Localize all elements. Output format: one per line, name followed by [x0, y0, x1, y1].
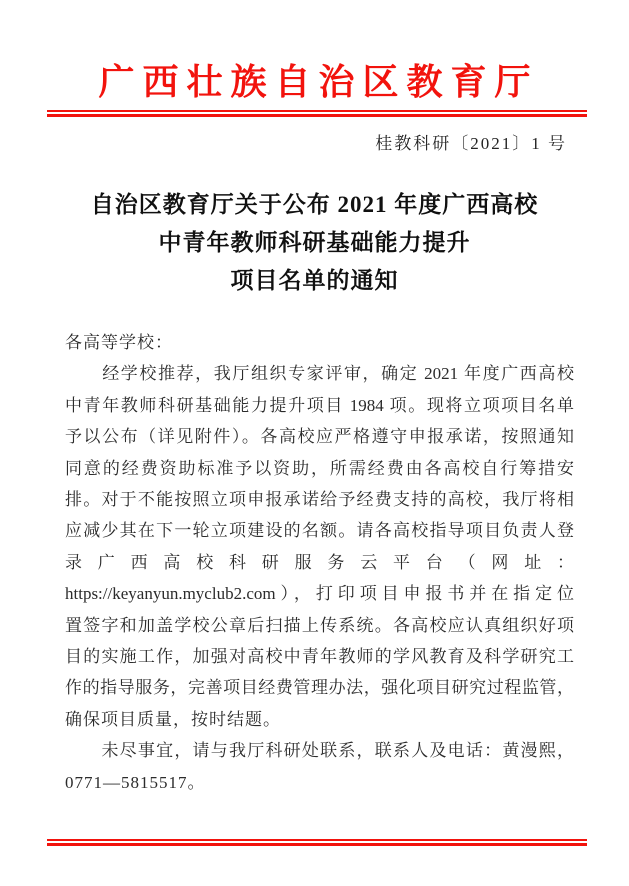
document-body: [65, 327, 574, 798]
body-text-line: 置签字和加盖学校公章后扫描上传系统。各高校应认真组织好项: [65, 615, 574, 635]
body-text-line: 经学校推荐，我厅组织专家评审，确定 2021 年度广西高校: [65, 364, 574, 384]
body-text-line: 目的实施工作，加强对高校中青年教师的学风教育及科学研究工: [65, 647, 574, 667]
body-text-line: 各高等学校：: [65, 333, 173, 352]
body-text-line: 作的指导服务，完善项目经费管理办法，强化项目研究过程监管，: [65, 678, 574, 698]
body-text-line: 予以公布（详见附件）。各高校应严格遵守申报承诺，按照通知: [65, 427, 574, 447]
title-line-2: 中青年教师科研基础能力提升: [158, 230, 471, 255]
title-line-1: 自治区教育厅关于公布 2021 年度广西高校: [90, 192, 539, 217]
header-divider-line: [47, 110, 587, 117]
body-text-line: 应减少其在下一轮立项建设的名额。请各高校指导项目负责人登: [65, 521, 574, 541]
body-text-line: 排。对于不能按照立项申报承诺给予经费支持的高校，我厅将相: [65, 490, 574, 510]
body-text-line: 同意的经费资助标准予以资助，所需经费由各高校自行筹措安: [65, 458, 574, 478]
body-text-line: 确保项目质量，按时结题。: [65, 709, 281, 729]
title-line-3: 项目名单的通知: [230, 268, 399, 293]
document-number: 桂教科研〔2021〕1 号: [375, 134, 567, 153]
document-title: [0, 186, 629, 300]
body-text-line: 未尽事宜，请与我厅科研处联系，联系人及电话：黄漫熙，: [65, 741, 574, 761]
agency-header: 广西壮族自治区教育厅: [98, 62, 539, 102]
footer-divider-line: [47, 839, 587, 846]
body-text-line: https://keyanyun.myclub2.com），打印项目申报书并在指定位: [65, 584, 574, 604]
body-text-line: 中青年教师科研基础能力提升项目 1984 项。现将立项项目名单: [65, 395, 574, 415]
body-text-line: 录广西高校科研服务云平台（网址：: [65, 552, 574, 572]
body-text-line: 0771—5815517。: [65, 772, 206, 792]
